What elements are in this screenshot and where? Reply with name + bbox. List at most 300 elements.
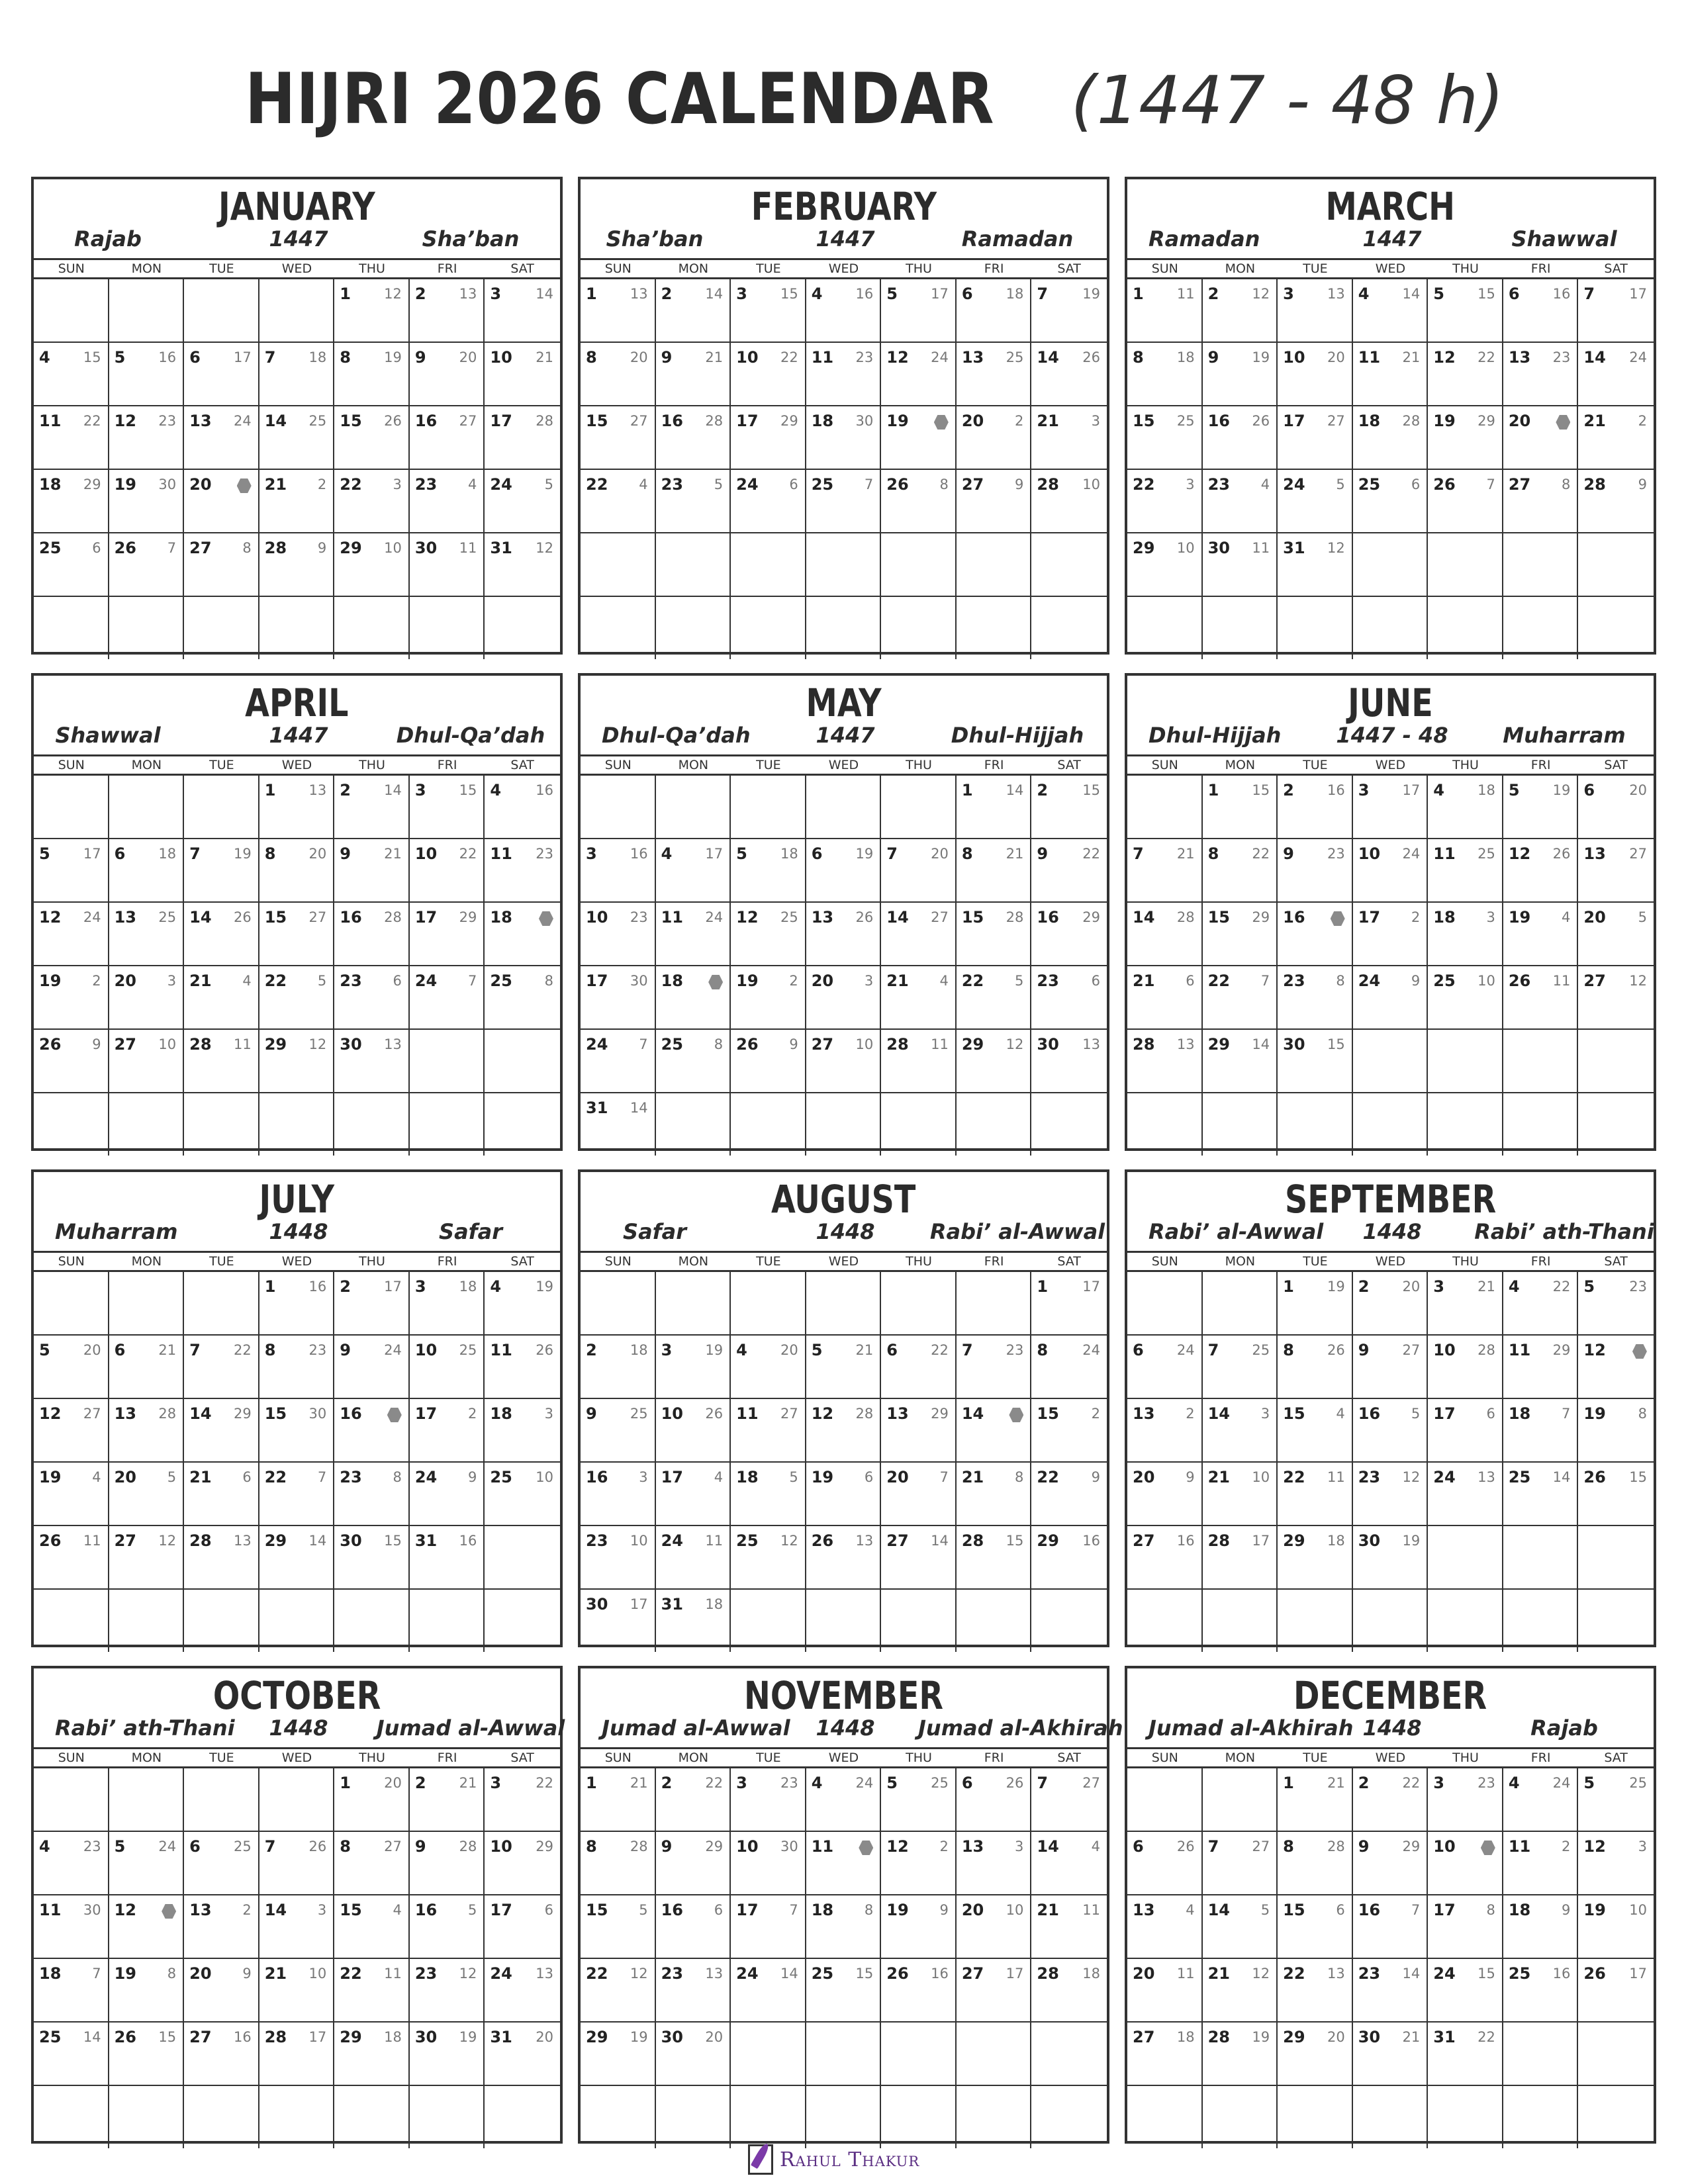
- gregorian-day: 2: [1037, 781, 1049, 799]
- day-cell: [1503, 343, 1579, 405]
- day-cell: [1578, 2023, 1654, 2085]
- week-row: [1127, 343, 1654, 406]
- day-cell: [109, 1832, 185, 1894]
- gregorian-day: 29: [1133, 539, 1155, 557]
- hijri-day: 7: [1260, 973, 1270, 989]
- week-row: [1127, 2023, 1654, 2086]
- day-cell: [334, 1399, 410, 1461]
- gregorian-day: 25: [1358, 475, 1381, 494]
- day-cell: [957, 1463, 1032, 1525]
- hijri-day: 3: [1186, 477, 1195, 492]
- gregorian-day: 10: [736, 348, 759, 367]
- gregorian-day: 22: [586, 1964, 608, 1983]
- gregorian-day: 24: [1358, 972, 1381, 990]
- day-cell: [109, 1768, 185, 1831]
- day-cell: [34, 1526, 109, 1588]
- day-cell: [731, 1526, 806, 1588]
- hijri-year: 1447: [269, 226, 328, 251]
- hijri-day: 13: [233, 1533, 252, 1549]
- week-row: [1127, 1336, 1654, 1399]
- weekday-header: MON: [1225, 1751, 1256, 1765]
- hijri-day: 15: [1327, 1036, 1345, 1052]
- hijri-day: 28: [1006, 909, 1024, 925]
- hijri-day: 16: [233, 2029, 252, 2045]
- day-cell: [881, 1526, 957, 1588]
- day-cell: [1428, 903, 1503, 965]
- month-april: [31, 673, 563, 1151]
- day-cell: [1127, 1959, 1203, 2021]
- gregorian-day: 20: [1508, 412, 1531, 430]
- gregorian-day: 11: [1508, 1341, 1531, 1359]
- gregorian-day: 22: [1283, 1964, 1305, 1983]
- gregorian-day: 9: [1358, 1837, 1370, 1856]
- weekday-header: WED: [1375, 261, 1406, 276]
- gregorian-day: 16: [1358, 1404, 1381, 1423]
- hijri-day: 29: [931, 1406, 949, 1422]
- day-cell: [34, 279, 109, 341]
- hijri-day: 4: [1091, 1839, 1100, 1854]
- month-name: NOVEMBER: [744, 1673, 943, 1718]
- weekday-header: THU: [359, 261, 385, 276]
- day-cell: [1428, 839, 1503, 901]
- hijri-day: 28: [459, 1839, 477, 1854]
- hijri-day: 16: [536, 782, 553, 798]
- week-row: [1127, 1526, 1654, 1590]
- day-cell: [109, 966, 185, 1028]
- hijri-day: 14: [780, 1966, 798, 1981]
- day-cell: [184, 533, 259, 596]
- gregorian-day: 19: [1433, 412, 1456, 430]
- weekday-header: SUN: [1151, 1751, 1178, 1765]
- gregorian-day: 3: [736, 1774, 747, 1792]
- weekday-header: SUN: [58, 1751, 85, 1765]
- hijri-day: 9: [1015, 477, 1024, 492]
- hijri-day: 26: [705, 1406, 724, 1422]
- day-cell: [1278, 406, 1353, 469]
- day-cell: [1578, 2086, 1654, 2148]
- hijri-day: 15: [1477, 286, 1495, 302]
- week-row: [34, 597, 560, 659]
- gregorian-day: 13: [114, 1404, 136, 1423]
- gregorian-day: 2: [414, 285, 426, 303]
- hijri-day: 11: [1327, 1469, 1345, 1485]
- gregorian-day: 31: [490, 539, 512, 557]
- day-cell: [656, 2023, 731, 2085]
- day-cell: [334, 1832, 410, 1894]
- gregorian-day: 16: [1037, 908, 1059, 927]
- day-cell: [1353, 533, 1429, 596]
- day-cell: [1203, 776, 1278, 838]
- day-cell: [1503, 1590, 1579, 1652]
- hijri-day: 23: [1477, 1775, 1495, 1791]
- hijri-day: 7: [939, 1469, 949, 1485]
- day-cell: [259, 903, 335, 965]
- week-row: [34, 1030, 560, 1093]
- day-cell: [485, 406, 560, 469]
- gregorian-day: 11: [490, 844, 512, 863]
- gregorian-day: 30: [586, 1595, 608, 1614]
- hijri-day: 25: [630, 1406, 648, 1422]
- weekday-header: WED: [828, 261, 859, 276]
- week-row: [581, 1093, 1107, 1156]
- gregorian-day: 1: [264, 1277, 276, 1296]
- hijri-day: 15: [780, 286, 798, 302]
- gregorian-day: 8: [264, 1341, 276, 1359]
- gregorian-day: 16: [1283, 908, 1305, 927]
- gregorian-day: 27: [1133, 1531, 1155, 1550]
- gregorian-day: 5: [114, 1837, 126, 1856]
- day-cell: [259, 1399, 335, 1461]
- hijri-day: 8: [1562, 477, 1571, 492]
- new-moon-icon: [934, 415, 949, 430]
- hijri-day: 25: [158, 909, 177, 925]
- day-cell: [34, 2086, 109, 2148]
- week-row: [1127, 839, 1654, 903]
- weekday-header: SAT: [1057, 758, 1081, 772]
- week-row: [581, 533, 1107, 597]
- hijri-month-end: Jumad al-Awwal: [376, 1715, 565, 1741]
- gregorian-day: 26: [114, 2028, 136, 2046]
- day-cell: [656, 1030, 731, 1092]
- month-august: [578, 1169, 1109, 1647]
- hijri-day: 19: [1252, 2029, 1270, 2045]
- day-cell: [1428, 1336, 1503, 1398]
- hijri-day: 23: [630, 909, 648, 925]
- hijri-day: 24: [855, 1775, 874, 1791]
- day-cell: [410, 279, 485, 341]
- day-cell: [1353, 597, 1429, 659]
- weekday-header: SUN: [604, 1254, 632, 1269]
- day-cell: [1278, 470, 1353, 532]
- hijri-day: 19: [705, 1342, 724, 1358]
- weekday-header: TUE: [756, 1254, 781, 1269]
- week-row: [1127, 533, 1654, 597]
- gregorian-day: 2: [1358, 1277, 1370, 1296]
- hijri-day: 26: [1176, 1839, 1195, 1854]
- day-cell: [334, 1093, 410, 1156]
- day-cell: [1203, 903, 1278, 965]
- day-cell: [259, 1093, 335, 1156]
- weekday-header: THU: [1452, 1254, 1479, 1269]
- day-cell: [881, 597, 957, 659]
- day-cell: [1503, 1959, 1579, 2021]
- gregorian-day: 10: [414, 844, 438, 863]
- gregorian-day: 3: [1283, 285, 1294, 303]
- day-cell: [806, 1463, 882, 1525]
- day-cell: [1278, 343, 1353, 405]
- gregorian-day: 20: [189, 475, 212, 494]
- day-cell: [656, 903, 731, 965]
- hijri-day: 12: [1006, 1036, 1024, 1052]
- gregorian-day: 24: [661, 1531, 683, 1550]
- hijri-day: 22: [233, 1342, 252, 1358]
- day-cell: [485, 1526, 560, 1588]
- day-cell: [881, 1272, 957, 1334]
- day-cell: [1353, 1093, 1429, 1156]
- weekday-header: WED: [281, 758, 312, 772]
- hijri-day: 21: [1176, 846, 1195, 862]
- day-cell: [957, 1832, 1032, 1894]
- hijri-day: 9: [242, 1966, 252, 1981]
- hijri-day: 4: [1562, 909, 1571, 925]
- gregorian-day: 11: [1358, 348, 1381, 367]
- day-cell: [1127, 1030, 1203, 1092]
- hijri-day: 22: [1082, 846, 1100, 862]
- week-row: [1127, 279, 1654, 343]
- hijri-day: 2: [1638, 413, 1647, 429]
- day-cell: [881, 279, 957, 341]
- hijri-day: 7: [789, 1902, 798, 1918]
- day-cell: [1578, 1272, 1654, 1334]
- hijri-year: 1447: [816, 723, 875, 748]
- gregorian-day: 8: [340, 1837, 351, 1856]
- gregorian-day: 18: [1433, 908, 1456, 927]
- hijri-day: 15: [1006, 1533, 1024, 1549]
- hijri-day: 6: [1411, 477, 1421, 492]
- day-cell: [1031, 839, 1107, 901]
- gregorian-day: 26: [39, 1035, 62, 1054]
- gregorian-day: 22: [961, 972, 984, 990]
- hijri-day: 29: [1252, 909, 1270, 925]
- weekday-header: SAT: [510, 261, 534, 276]
- day-cell: [184, 597, 259, 659]
- day-cell: [1127, 2023, 1203, 2085]
- gregorian-day: 11: [39, 412, 62, 430]
- hijri-month-end: Safar: [439, 1219, 502, 1244]
- hijri-day: 16: [855, 286, 874, 302]
- gregorian-day: 7: [189, 844, 201, 863]
- hijri-day: 6: [1091, 973, 1100, 989]
- hijri-day: 16: [158, 349, 177, 365]
- day-cell: [881, 1768, 957, 1831]
- day-cell: [1578, 1093, 1654, 1156]
- day-cell: [1203, 2023, 1278, 2085]
- hijri-day: 27: [1082, 1775, 1100, 1791]
- gregorian-day: 28: [961, 1531, 984, 1550]
- gregorian-day: 29: [1283, 1531, 1305, 1550]
- hijri-day: 10: [1006, 1902, 1024, 1918]
- gregorian-day: 13: [961, 1837, 984, 1856]
- gregorian-day: 29: [586, 2028, 608, 2046]
- gregorian-day: 19: [1583, 1404, 1606, 1423]
- day-cell: [1353, 406, 1429, 469]
- day-cell: [957, 1768, 1032, 1831]
- hijri-day: 29: [459, 909, 477, 925]
- day-cell: [1578, 470, 1654, 532]
- weekday-header: SUN: [1151, 758, 1178, 772]
- day-cell: [334, 1336, 410, 1398]
- gregorian-day: 12: [114, 412, 136, 430]
- day-cell: [581, 1399, 656, 1461]
- weekday-header: SAT: [1057, 1254, 1081, 1269]
- week-row: [1127, 1093, 1654, 1156]
- hijri-day: 12: [158, 1533, 177, 1549]
- day-cell: [334, 597, 410, 659]
- week-row: [581, 1399, 1107, 1463]
- week-row: [34, 776, 560, 839]
- day-cell: [1428, 597, 1503, 659]
- hijri-day: 21: [384, 846, 402, 862]
- gregorian-day: 7: [1207, 1837, 1219, 1856]
- day-cell: [334, 966, 410, 1028]
- day-cell: [334, 1526, 410, 1588]
- hijri-day: 23: [855, 349, 874, 365]
- gregorian-day: 1: [586, 285, 597, 303]
- day-cell: [334, 470, 410, 532]
- hijri-day: 6: [1336, 1902, 1345, 1918]
- hijri-day: 9: [468, 1469, 477, 1485]
- gregorian-day: 21: [189, 972, 212, 990]
- hijri-day: 3: [544, 1406, 553, 1422]
- gregorian-day: 28: [1133, 1035, 1155, 1054]
- hijri-day: 4: [939, 973, 949, 989]
- gregorian-day: 18: [39, 475, 62, 494]
- weekday-header: WED: [1375, 758, 1406, 772]
- gregorian-day: 26: [1508, 972, 1531, 990]
- hijri-day: 27: [308, 909, 327, 925]
- week-row: [1127, 1768, 1654, 1832]
- hijri-day: 5: [789, 1469, 798, 1485]
- hijri-day: 10: [1629, 1902, 1647, 1918]
- hijri-day: 23: [83, 1839, 101, 1854]
- day-cell: [1578, 1832, 1654, 1894]
- gregorian-day: 27: [1508, 475, 1531, 494]
- gregorian-day: 14: [1207, 1901, 1230, 1919]
- weekday-header: SAT: [1604, 1751, 1628, 1765]
- gregorian-day: 2: [1207, 285, 1219, 303]
- hijri-day: 25: [308, 413, 327, 429]
- gregorian-day: 7: [189, 1341, 201, 1359]
- hijri-day: 25: [1252, 1342, 1270, 1358]
- day-cell: [1353, 839, 1429, 901]
- day-cell: [1353, 1030, 1429, 1092]
- day-cell: [1278, 1399, 1353, 1461]
- day-cell: [259, 1895, 335, 1958]
- day-cell: [1428, 343, 1503, 405]
- week-row: [34, 1272, 560, 1336]
- day-cell: [1578, 903, 1654, 965]
- gregorian-day: 17: [586, 972, 608, 990]
- hijri-day: 19: [630, 2029, 648, 2045]
- gregorian-day: 22: [340, 475, 362, 494]
- day-cell: [184, 1399, 259, 1461]
- day-cell: [1428, 1030, 1503, 1092]
- hijri-day: 28: [855, 1406, 874, 1422]
- day-cell: [34, 1832, 109, 1894]
- day-cell: [656, 406, 731, 469]
- day-cell: [34, 597, 109, 659]
- day-cell: [1503, 1768, 1579, 1831]
- hijri-month-end: Rabi’ al-Awwal: [929, 1219, 1105, 1244]
- gregorian-day: 12: [39, 1404, 62, 1423]
- weekday-header: SAT: [510, 1751, 534, 1765]
- month-name: FEBRUARY: [751, 184, 937, 229]
- gregorian-day: 1: [340, 285, 351, 303]
- hijri-day: 5: [1260, 1902, 1270, 1918]
- day-cell: [881, 1030, 957, 1092]
- new-moon-icon: [708, 975, 723, 989]
- weekday-header: FRI: [984, 1254, 1004, 1269]
- hijri-day: 20: [931, 846, 949, 862]
- day-cell: [1127, 1895, 1203, 1958]
- hijri-year: 1447: [269, 723, 328, 748]
- gregorian-day: 29: [961, 1035, 984, 1054]
- day-cell: [1278, 1336, 1353, 1398]
- hijri-day: 16: [1552, 1966, 1571, 1981]
- day-cell: [1031, 1336, 1107, 1398]
- day-cell: [184, 1030, 259, 1092]
- weekday-header: SAT: [1604, 1254, 1628, 1269]
- month-july: [31, 1169, 563, 1647]
- weekday-header: SAT: [510, 1254, 534, 1269]
- day-cell: [334, 839, 410, 901]
- gregorian-day: 10: [490, 348, 512, 367]
- day-cell: [1127, 533, 1203, 596]
- hijri-day: 3: [1486, 909, 1495, 925]
- day-cell: [1578, 1895, 1654, 1958]
- hijri-day: 19: [1252, 349, 1270, 365]
- hijri-day: 13: [1082, 1036, 1100, 1052]
- day-cell: [34, 1336, 109, 1398]
- hijri-day: 29: [233, 1406, 252, 1422]
- day-cell: [1031, 1030, 1107, 1092]
- gregorian-day: 12: [114, 1901, 136, 1919]
- hijri-day: 18: [1477, 782, 1495, 798]
- gregorian-day: 14: [886, 908, 909, 927]
- day-cell: [1428, 533, 1503, 596]
- gregorian-day: 27: [189, 539, 212, 557]
- month-september: [1125, 1169, 1656, 1647]
- day-cell: [184, 1093, 259, 1156]
- day-cell: [1031, 470, 1107, 532]
- day-cell: [410, 2023, 485, 2085]
- day-cell: [1353, 776, 1429, 838]
- day-cell: [410, 1590, 485, 1652]
- hijri-day: 23: [308, 1342, 327, 1358]
- gregorian-day: 14: [264, 412, 287, 430]
- day-cell: [410, 1832, 485, 1894]
- week-row: [581, 597, 1107, 659]
- gregorian-day: 25: [1508, 1468, 1531, 1486]
- gregorian-day: 19: [39, 1468, 62, 1486]
- day-cell: [581, 1895, 656, 1958]
- hijri-year: 1447 - 48: [1336, 723, 1448, 748]
- gregorian-day: 28: [1207, 2028, 1230, 2046]
- month-february: [578, 177, 1109, 655]
- day-cell: [34, 839, 109, 901]
- day-cell: [656, 1959, 731, 2021]
- weekday-header: MON: [678, 1751, 709, 1765]
- day-cell: [881, 2023, 957, 2085]
- day-cell: [1353, 1399, 1429, 1461]
- day-cell: [485, 2086, 560, 2148]
- hijri-day: 11: [1252, 540, 1270, 556]
- day-cell: [731, 343, 806, 405]
- hijri-day: 20: [1629, 782, 1647, 798]
- hijri-day: 14: [1552, 1469, 1571, 1485]
- week-row: [581, 1030, 1107, 1093]
- day-cell: [109, 279, 185, 341]
- weekday-header: SAT: [1604, 758, 1628, 772]
- gregorian-day: 1: [1207, 781, 1219, 799]
- hijri-day: 20: [83, 1342, 101, 1358]
- day-cell: [34, 1272, 109, 1334]
- hijri-day: 16: [1176, 1533, 1195, 1549]
- gregorian-day: 22: [1133, 475, 1155, 494]
- day-cell: [410, 597, 485, 659]
- hijri-day: 10: [1252, 1469, 1270, 1485]
- day-cell: [957, 1399, 1032, 1461]
